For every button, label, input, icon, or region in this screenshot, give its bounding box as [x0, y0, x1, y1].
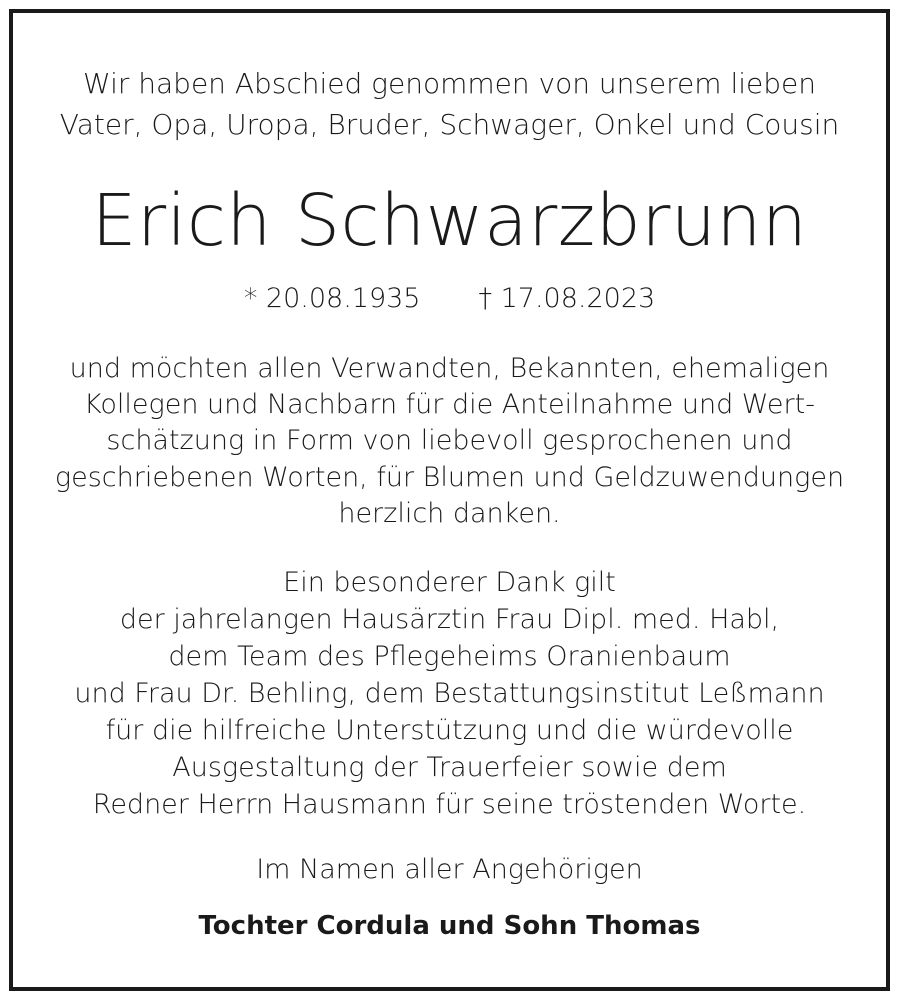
special-thanks-line: Ein besonderer Dank gilt	[283, 567, 616, 598]
on-behalf-line: Im Namen aller Angehörigen	[256, 854, 643, 885]
special-thanks-line: für die hilfreiche Unterstützung und die würdevolle	[105, 715, 794, 746]
special-thanks-line: dem Team des Pflegeheims Oranienbaum	[168, 641, 731, 672]
deceased-name: Erich Schwarzbrunn	[91, 179, 808, 262]
thanks-line: und möchten allen Verwandten, Bekannten, ehemaligen	[69, 353, 830, 384]
intro-text	[13, 63, 886, 145]
thanks-line: herzlich danken.	[338, 497, 561, 529]
signature-line: Tochter Cordula und Sohn Thomas	[198, 911, 701, 941]
thanks-line: schätzung in Form von liebevoll gesprochenen und	[106, 425, 793, 457]
special-thanks-line: der jahrelangen Hausärztin Frau Dipl. med. Habl,	[119, 604, 780, 635]
life-dates	[13, 281, 886, 317]
thanks-text	[13, 351, 886, 532]
thanks-line: geschriebenen Worten, für Blumen und Geldzuwendungen	[54, 461, 845, 493]
obituary-frame	[9, 9, 890, 991]
intro-line: Wir haben Abschied genommen von unserem lieben	[83, 67, 816, 100]
special-thanks-line: Redner Herrn Hausmann für seine tröstenden Worte.	[92, 789, 807, 820]
birth-date: * 20.08.1935	[243, 283, 421, 314]
special-thanks-line: Ausgestaltung der Trauerfeier sowie dem	[172, 752, 727, 783]
death-date: † 17.08.2023	[478, 283, 656, 314]
intro-line: Vater, Opa, Uropa, Bruder, Schwager, Onkel und Cousin	[59, 108, 840, 141]
thanks-line: Kollegen und Nachbarn für die Anteilnahme und Wert-	[84, 389, 815, 421]
special-thanks-line: und Frau Dr. Behling, dem Bestattungsinstitut Leßmann	[74, 678, 825, 709]
special-thanks-text	[13, 564, 886, 823]
